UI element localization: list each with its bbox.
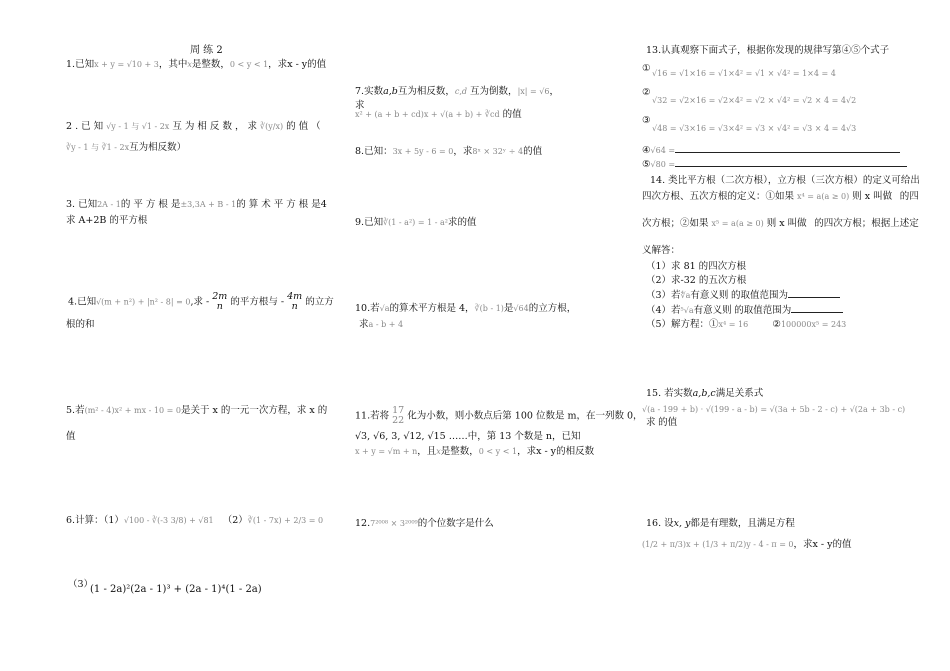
- q14-sub-4-text-b: 有意义则: [693, 305, 732, 316]
- q13-row-3-formula: √48 = √3×16 = √3×4² = √3 × √4² = √3 × 4 = 4√3: [652, 124, 857, 133]
- q11-text-b: 化为小数，则小数点后第 100 位数是 m，在一列数 0，: [407, 410, 643, 422]
- q10-formula-2: ∛(b - 1): [474, 304, 504, 313]
- q11-frac-num: 17: [392, 405, 405, 416]
- q8-formula: 3x + 5y - 6 = 0: [392, 147, 454, 156]
- question-15-line3: [646, 416, 677, 429]
- question-3-line2: 求 A+2B 的平方根: [66, 215, 148, 226]
- q10-text: 10.若: [355, 303, 380, 314]
- q13-row-5-answer-line[interactable]: [675, 157, 907, 167]
- q4-frac-num: 2m: [212, 291, 228, 302]
- question-7: [355, 85, 559, 98]
- q10-formula-4: a - b + 4: [368, 320, 404, 329]
- q11-formula: x + y = √m + n: [355, 447, 418, 456]
- q4-fraction-2: [287, 292, 302, 312]
- q14-sub-3-text: （3）若: [646, 290, 681, 301]
- question-14-line4: 义解答：: [642, 245, 681, 256]
- q10-text-e: 求: [359, 319, 369, 330]
- q14-sub-3: [646, 288, 840, 302]
- question-14-line3: [642, 217, 919, 230]
- q14-formula: x⁴ = a(a ≥ 0): [797, 192, 850, 201]
- q11-fraction: [392, 406, 404, 426]
- q14-text-d: 的四: [899, 191, 919, 202]
- question-10-line2: [359, 318, 403, 331]
- q7-text-f: 的值: [502, 109, 522, 120]
- q11-frac-den: 22: [392, 415, 405, 426]
- q8-text-c: 的值: [523, 146, 543, 157]
- q14-sub-4-formula: ⁵√a: [680, 306, 694, 315]
- q1-formula: x + y = √10 + 3: [94, 60, 159, 69]
- q10-formula-3: √64: [513, 304, 529, 313]
- question-8: [355, 145, 542, 158]
- q14-sub-3-formula: ∜a: [680, 291, 691, 300]
- question-4: [68, 292, 334, 312]
- q10-text-d: 的立方根，: [528, 303, 577, 314]
- q14-text-g: 的四次方根；根据上述定: [814, 218, 919, 229]
- q7-text-d: ，: [549, 86, 559, 97]
- question-2: [66, 120, 321, 133]
- q8-formula-2: 8ˣ × 32ʸ ÷ 4: [472, 147, 524, 156]
- q4-formula: √(m + n²) + |n² - 8| = 0: [96, 297, 191, 307]
- q7-text-c: 互为倒数，: [470, 86, 518, 97]
- question-15: [646, 387, 763, 400]
- question-5: [66, 404, 327, 417]
- q14-sub-5-formula-2: 100000x⁵ = 243: [780, 320, 847, 329]
- question-13: 13.认真观察下面式子，根据你发现的规律写第④⑤个式子: [646, 45, 890, 56]
- q15-text-d: 的值: [658, 417, 678, 428]
- q5-formula: (m² - 4)x² + mx - 10 = 0: [84, 406, 181, 415]
- q6-text-c: （3）: [68, 579, 94, 590]
- q13-row-4-answer-line[interactable]: [675, 143, 900, 153]
- q15-formula: √(a - 199 + b) · √(199 - a - b) = √(3a + 5b - 2 - c) + √(2a + 3b - c): [642, 405, 906, 414]
- q12-text-b: 的个位数字是什么: [417, 518, 494, 529]
- q14-text-e: 次方根；②如果: [642, 218, 709, 229]
- q12-text: 12.: [355, 518, 371, 529]
- q3-formula: 2A - 1: [97, 200, 121, 209]
- q13-row-4-num: ④: [642, 145, 651, 156]
- column-middle: [355, 0, 643, 671]
- q13-row-1-num: ①: [642, 63, 651, 74]
- q9-formula: ∛(1 - a²) = 1 - a²: [383, 218, 448, 227]
- q6-formula-2: ∛(1 - 7x) + 2/3 = 0: [247, 516, 324, 525]
- q2-text-d: 互为相反数）: [129, 142, 187, 153]
- q1-text-b: ，其中: [158, 59, 188, 70]
- q14-sub-4: [646, 303, 843, 317]
- q7-var-2: c,d: [454, 87, 468, 96]
- q7-var: a,b: [383, 86, 398, 97]
- q15-var: a,b,c: [692, 388, 716, 399]
- q14-sub-4-text-c: 的取值范围为: [734, 305, 792, 316]
- q6-formula-3: (1 - 2a)²(2a - 1)³ + (2a - 1)⁴(1 - 2a): [90, 584, 262, 595]
- q11-text-d: ，且: [417, 446, 437, 457]
- q5-text-b: 是关于 x 的一元一次方程，求 x 的: [180, 405, 328, 416]
- q13-row-4-formula: √64 =: [650, 146, 676, 155]
- q4-text-c: 的平方根与 -: [230, 296, 285, 308]
- q4-frac-den: n: [216, 301, 223, 312]
- q10-text-c: 是: [503, 303, 514, 314]
- question-11-line3: [355, 445, 594, 458]
- q13-row-1: [642, 62, 651, 75]
- question-14-line2: [642, 190, 919, 203]
- question-9: [355, 216, 476, 229]
- q11-text-f: ，求: [517, 446, 537, 457]
- question-12: [355, 517, 494, 530]
- question-3: [66, 198, 327, 211]
- q16-var: x, y: [673, 518, 691, 529]
- q1-text-d: ，求: [268, 59, 288, 70]
- question-5-line2: 值: [66, 431, 76, 442]
- q11-text-g: 的相反数: [556, 446, 595, 457]
- q13-row-5: [642, 157, 907, 171]
- q2-text: 2 . 已 知: [66, 121, 104, 132]
- question-6: [66, 514, 323, 527]
- question-11: [355, 406, 643, 426]
- q9-text-c: 的值: [457, 217, 477, 228]
- q1-var: x: [187, 60, 192, 69]
- q13-row-2-num: ②: [642, 87, 651, 98]
- q14-sub-5-text: （5）解方程：①: [646, 319, 719, 330]
- q4-frac2-num: 4m: [287, 291, 303, 302]
- q9-text: 9.已知: [355, 217, 384, 228]
- q16-text-c: ，求: [793, 539, 813, 550]
- q14-sub-3-answer-line[interactable]: [788, 288, 840, 298]
- q14-text-b: 四次方根、五次方根的定义：①如果: [642, 191, 795, 202]
- q16-formula-2: x - y: [812, 539, 833, 550]
- q12-formula: 7²⁰⁰⁸ × 3²⁰⁰⁹: [370, 519, 418, 528]
- q11-formula-3: x - y: [536, 446, 557, 457]
- q15-text-c: 求: [646, 417, 656, 428]
- q7-formula: |x| = √6: [517, 87, 550, 96]
- q1-text: 1.已知: [66, 59, 95, 70]
- q15-text-b: 满足关系式: [715, 388, 764, 399]
- question-2-line2: [66, 141, 186, 154]
- q13-row-2-formula: √32 = √2×16 = √2×4² = √2 × √4² = √2 × 4 = 4√2: [652, 96, 857, 105]
- question-7-line3: [355, 108, 522, 121]
- q10-formula: √a: [379, 304, 390, 313]
- q14-sub-4-text: （4）若: [646, 305, 681, 316]
- question-11-line2: √3, √6, 3, √12, √15 ……中，第 13 个数是 n，已知: [355, 431, 581, 442]
- q10-text-b: 的算术平方根是 4，: [389, 303, 475, 314]
- question-10: [355, 302, 576, 315]
- q3-text-b: 的 平 方 根 是: [120, 199, 181, 210]
- q14-formula-2: x⁵ = a(a ≥ 0): [711, 219, 764, 228]
- column-right: [642, 0, 932, 671]
- question-1: [66, 58, 326, 71]
- q15-text: 15. 若实数: [646, 388, 693, 399]
- q13-row-3: [642, 114, 651, 127]
- q1-text-e: 的值: [307, 59, 327, 70]
- q2-formula-2: ∛(y/x): [260, 122, 284, 131]
- q7-text: 7.实数: [355, 86, 384, 97]
- q4-text: 4.已知: [68, 296, 97, 308]
- question-7-line2: 求: [355, 100, 365, 111]
- q16-text-b: 都是有理数，且满足方程: [690, 518, 795, 529]
- q11-text-e: 是整数，: [440, 446, 479, 457]
- question-14: 14. 类比平方根（二次方根），立方根（三次方根）的定义可给出: [650, 175, 920, 186]
- q14-sub-4-answer-line[interactable]: [791, 303, 843, 313]
- q4-frac2-den: n: [291, 301, 298, 312]
- q2-text-c: 的 值 （: [286, 121, 321, 132]
- q11-formula-2: 0 < y < 1: [478, 447, 518, 456]
- q14-text-c: 则 x 叫做: [852, 191, 893, 202]
- q8-text-b: ，求: [453, 146, 473, 157]
- q4-text-b: ,求 -: [190, 296, 210, 308]
- q9-text-b: 求: [447, 217, 458, 228]
- q16-text-d: 的值: [832, 539, 852, 550]
- q13-row-2: [642, 86, 651, 99]
- worksheet-title: 周 练 2: [190, 45, 223, 56]
- q2-formula: √y - 1 与 √1 - 2x: [106, 122, 170, 131]
- q13-row-3-num: ③: [642, 115, 651, 126]
- q6-text: 6.计算：（1）: [66, 515, 124, 526]
- q8-text: 8.已知：: [355, 146, 393, 157]
- q11-var: x: [436, 447, 441, 456]
- q1-formula-3: x - y: [287, 59, 308, 70]
- q13-row-5-num: ⑤: [642, 159, 651, 170]
- q14-sub-2: （2）求-32 的五次方根: [646, 275, 747, 286]
- q16-formula: (1/2 + π/3)x + (1/3 + π/2)y - 4 - π = 0: [642, 540, 794, 549]
- q7-text-b: 互为相反数，: [397, 86, 455, 97]
- q2-text-b: 互 为 相 反 数 ， 求: [172, 121, 257, 132]
- q14-sub-1: （1）求 81 的四次方根: [646, 261, 747, 272]
- question-16: [646, 517, 795, 530]
- q14-text-f: 则 x 叫做: [766, 218, 807, 229]
- q4-fraction-1: [212, 292, 227, 312]
- q14-sub-5: [646, 318, 846, 331]
- q6-formula: √100 - ∛(-3 3/8) + √81: [123, 516, 214, 525]
- q16-text: 16. 设: [646, 518, 674, 529]
- q6-text-b: （2）: [222, 515, 248, 526]
- q14-sub-3-text-b: 有意义则: [690, 290, 729, 301]
- q1-formula-2: 0 < y < 1: [229, 60, 269, 69]
- q13-row-5-formula: √80 =: [650, 160, 676, 169]
- q7-formula-2: x² + (a + b + cd)x + √(a + b) + ∛cd: [355, 110, 500, 119]
- q3-formula-2: ±3,3A + B - 1: [180, 200, 237, 209]
- question-16-line2: [642, 538, 852, 551]
- q1-text-c: 是整数，: [191, 59, 230, 70]
- q5-text: 5.若: [66, 405, 85, 416]
- q3-text: 3. 已知: [66, 199, 98, 210]
- q3-text-c: 的 算 术 平 方 根 是4: [236, 199, 327, 210]
- q14-sub-5-formula: x⁴ = 16: [718, 320, 749, 329]
- question-4-line2: 根的和: [66, 319, 95, 330]
- q14-sub-5-text-b: ②: [772, 319, 781, 330]
- q11-text: 11.若将: [355, 410, 390, 422]
- q2-formula-3: ∛y - 1 与 ∛1 - 2x: [66, 143, 130, 152]
- q14-sub-3-text-c: 的取值范围为: [730, 290, 788, 301]
- q13-row-4: [642, 143, 900, 157]
- column-left: [62, 0, 342, 671]
- q4-text-d: 的立方: [305, 296, 334, 308]
- q13-row-1-formula: √16 = √1×16 = √1×4² = √1 × √4² = 1×4 = 4: [652, 69, 836, 78]
